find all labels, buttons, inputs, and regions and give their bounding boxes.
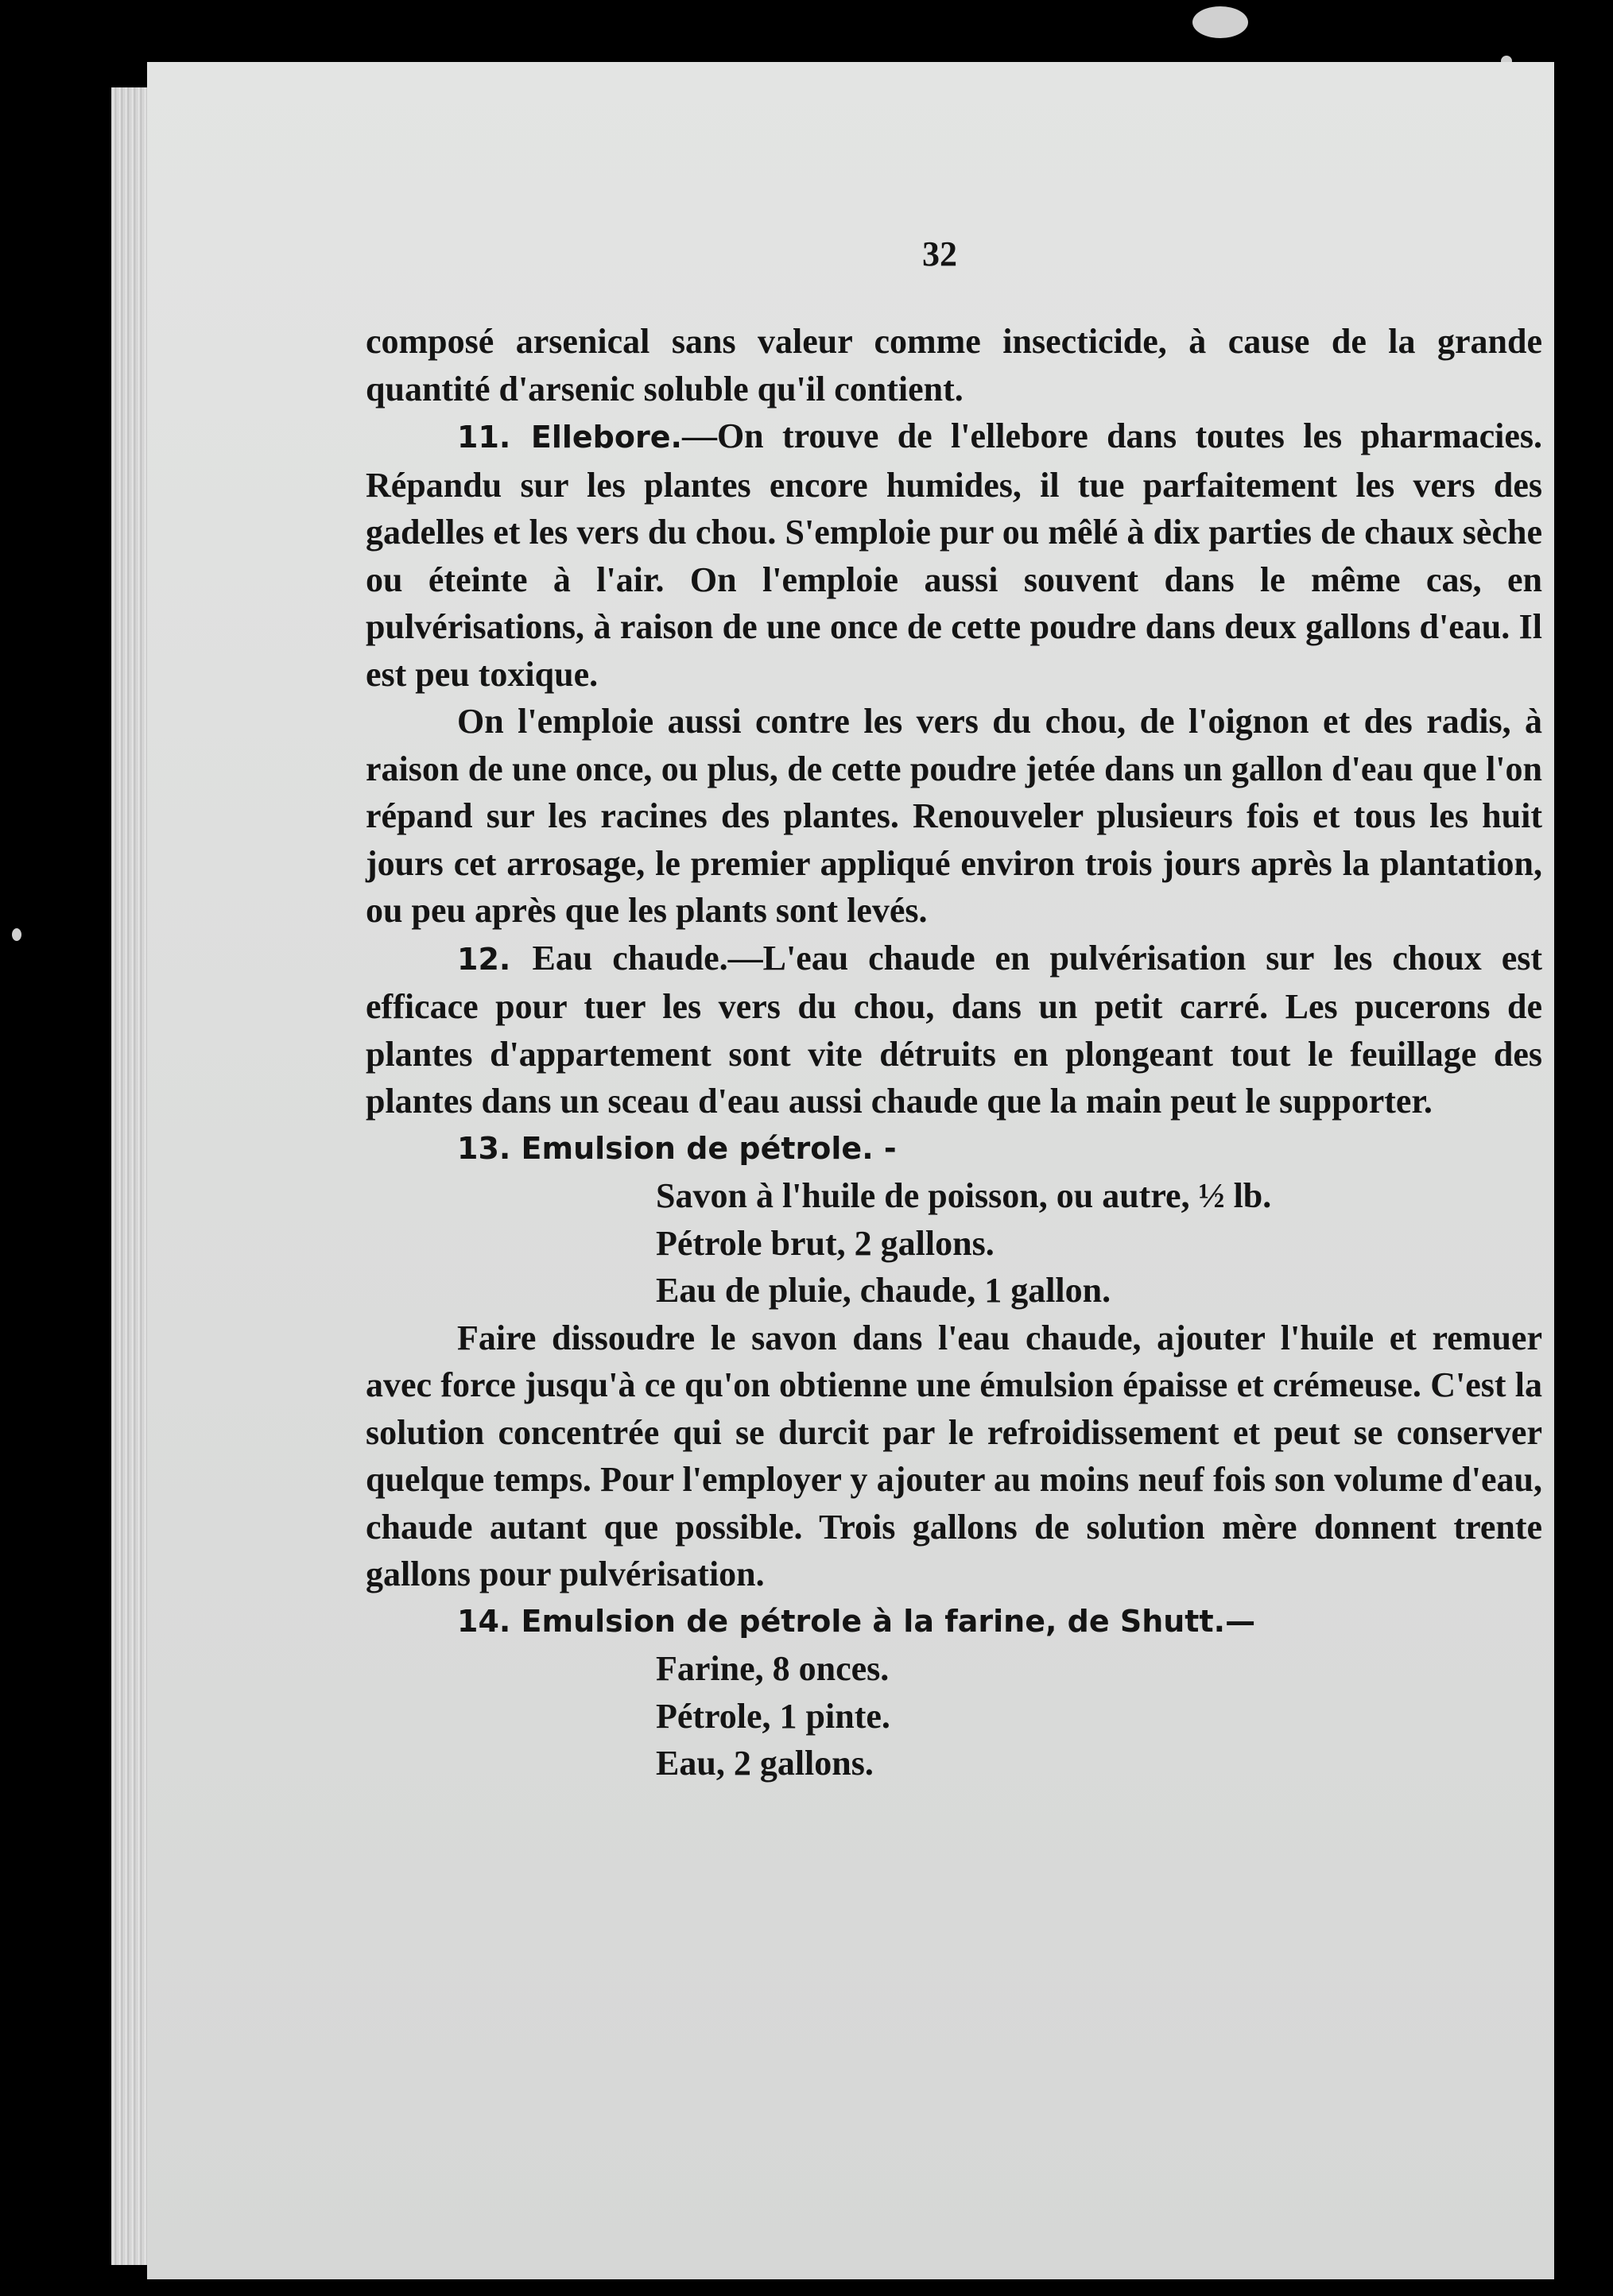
page-number: 32: [922, 234, 957, 273]
paragraph-12-body: Eau chaude.—L'eau chaude en pulvérisation sur les choux est efficace pour tuer les vers du chou, dans un petit carré. Les pucerons de plantes d'appartement sont vite détruits en plongeant tout le feuillage des plantes dans un sceau d'eau aussi chaude que la main peut le supporter.: [366, 938, 1543, 1121]
paragraph-11b: On l'emploie aussi contre les vers du chou, de l'oignon et des radis, à raison de une once, ou plus, de cette poudre jetée dans un gallon d'eau que l'on répand sur les racines des plantes. Renouveler plusieurs fois et tous les huit jours cet arrosage, le premier appliqué environ trois jours après la plantation, ou peu après que les plants sont levés.: [366, 702, 1542, 930]
paragraph-13-body: Faire dissoudre le savon dans l'eau chaude, ajouter l'huile et remuer avec force jusqu'à ce qu'on obtienne une émulsion épaisse et crémeuse. C'est la solution concentrée qui se durcit par le refroidissement et peut se conserver quelque temps. Pour l'employer y ajouter au moins neuf fois son volume d'eau, chaude autant que possible. Trois gallons de solution mère donnent trente gallons pour pulvérisation.: [366, 1318, 1542, 1593]
paragraph-intro: composé arsenical sans valeur comme insecticide, à cause de la grande quantité d'arsenic soluble qu'il contient.: [366, 322, 1542, 408]
recipe-14: [366, 1645, 1542, 1787]
entry-title-ellebore: Ellebore.: [530, 420, 682, 455]
recipe-13: [366, 1172, 1542, 1314]
recipe-line: Eau de pluie, chaude, 1 gallon.: [656, 1271, 1111, 1310]
page-stack-edge: [111, 87, 151, 2265]
entry-number-12: 12.: [457, 941, 533, 977]
paragraph-11-body: —On trouve de l'ellebore dans toutes les pharmacies. Répandu sur les plantes encore humides, il tue parfaitement les vers des gadelles et les vers du chou. S'emploie pur ou mêlé à dix parties de chaux sèche ou éteinte à l'air. On l'emploie aussi souvent dans le même cas, en pulvérisations, à raison de une once de cette poudre dans deux gallons d'eau. Il est peu toxique.: [366, 416, 1543, 694]
paragraph-11: [366, 412, 1542, 698]
page-text: [366, 230, 1542, 1787]
recipe-line: Savon à l'huile de poisson, ou autre, ½ lb.: [656, 1176, 1272, 1215]
recipe-line: Farine, 8 onces.: [656, 1649, 890, 1688]
entry-heading-14: 14. Emulsion de pétrole à la farine, de Shutt.—: [457, 1603, 1256, 1639]
entry-number-11: 11.: [457, 420, 531, 455]
recipe-line: Pétrole, 1 pinte.: [656, 1696, 890, 1736]
scan-speck: [12, 928, 21, 941]
paragraph-12: [366, 935, 1542, 1125]
recipe-line: Eau, 2 gallons.: [656, 1744, 874, 1783]
recipe-line: Pétrole brut, 2 gallons.: [656, 1223, 995, 1263]
scan-speck: [1192, 6, 1248, 38]
entry-heading-13: 13. Emulsion de pétrole. -: [457, 1130, 897, 1166]
